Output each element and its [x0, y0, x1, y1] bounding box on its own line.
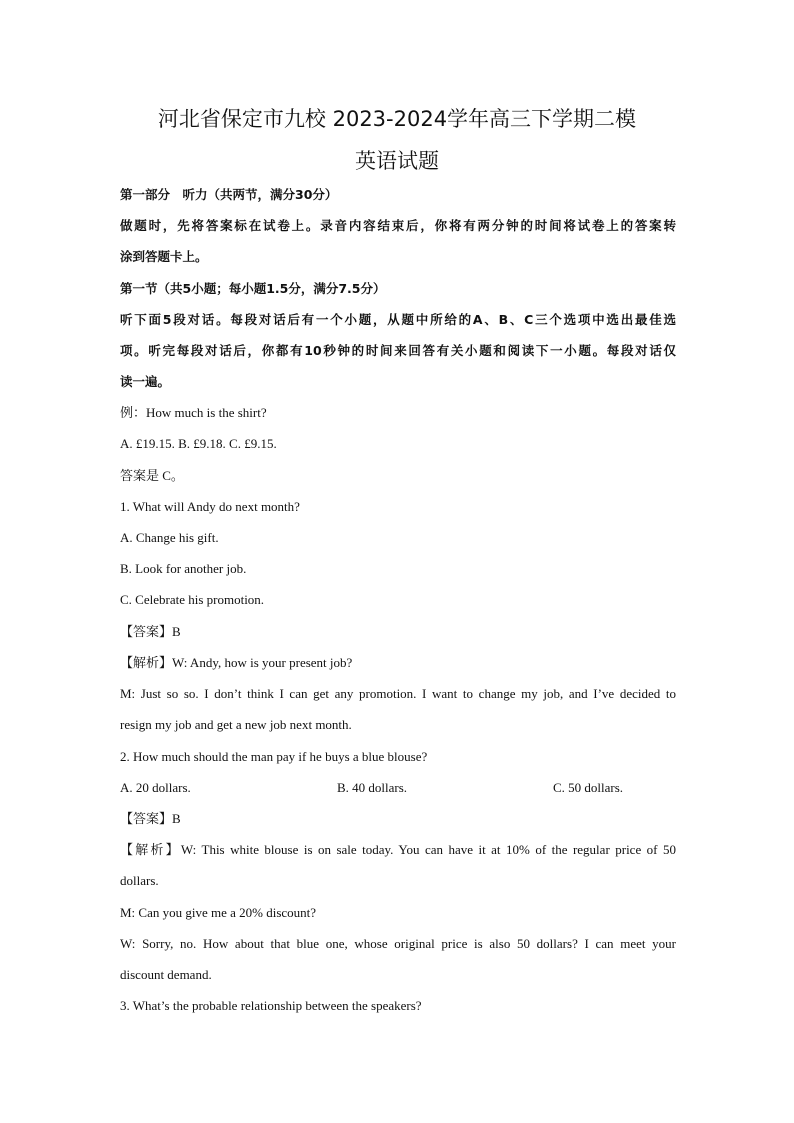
q2-analysis-line-1: 【解析】W: This white blouse is on sale today. You can have it at 10% of the regular price of 50 [120, 842, 676, 857]
q2-analysis-line-5: discount demand. [120, 967, 212, 982]
section1-heading: 第一节（共5小题；每小题1.5分，满分7.5分） [120, 281, 386, 296]
example-options: A. £19.15. B. £9.18. C. £9.15. [120, 436, 277, 451]
q2-analysis-line-3: M: Can you give me a 20% discount? [120, 905, 317, 920]
q2-analysis-line-2: dollars. [120, 873, 159, 888]
section1-directions-line-2: 项。听完每段对话后，你都有10秒钟的时间来回答有关小题和阅读下一小题。每段对话仅 [120, 343, 676, 358]
example-question: 例：How much is the shirt? [120, 405, 267, 420]
q2-analysis-line-4: W: Sorry, no. How about that blue one, whose original price is also 50 dollars? I can meet your [120, 936, 676, 951]
q2-options-row [120, 778, 676, 798]
q2-option-a: A. 20 dollars. [120, 780, 191, 795]
q1-question: 1. What will Andy do next month? [120, 499, 300, 514]
instructions-line-1: 做题时，先将答案标在试卷上。录音内容结束后，你将有两分钟的时间将试卷上的答案转 [120, 218, 676, 233]
q1-option-a: A. Change his gift. [120, 530, 219, 545]
q3-question: 3. What’s the probable relationship between the speakers? [120, 998, 422, 1013]
q1-analysis-line-2: M: Just so so. I don’t think I can get any promotion. I want to change my job, and I’ve decided to [120, 686, 676, 701]
q1-option-c: C. Celebrate his promotion. [120, 592, 265, 607]
q1-analysis-line-1: 【解析】W: Andy, how is your present job? [120, 655, 353, 670]
q1-option-b: B. Look for another job. [120, 561, 247, 576]
document-subtitle: 英语试题 [355, 149, 439, 173]
q1-analysis-line-3: resign my job and get a new job next month. [120, 717, 352, 732]
instructions-line-2: 涂到答题卡上。 [120, 249, 208, 264]
q1-answer: 【答案】B [120, 624, 181, 639]
section1-directions-line-3: 读一遍。 [120, 374, 171, 389]
part1-heading: 第一部分 听力（共两节，满分30分） [120, 187, 338, 202]
q2-question: 2. How much should the man pay if he buys a blue blouse? [120, 749, 428, 764]
example-answer: 答案是 C。 [120, 468, 184, 483]
document-title: 河北省保定市九校 2023-2024学年高三下学期二模 [157, 107, 637, 131]
section1-directions-line-1: 听下面5段对话。每段对话后有一个小题，从题中所给的A、B、C三个选项中选出最佳选 [120, 312, 676, 327]
q2-option-c: C. 50 dollars. [553, 780, 624, 795]
q2-answer: 【答案】B [120, 811, 181, 826]
q2-option-b: B. 40 dollars. [337, 780, 408, 795]
